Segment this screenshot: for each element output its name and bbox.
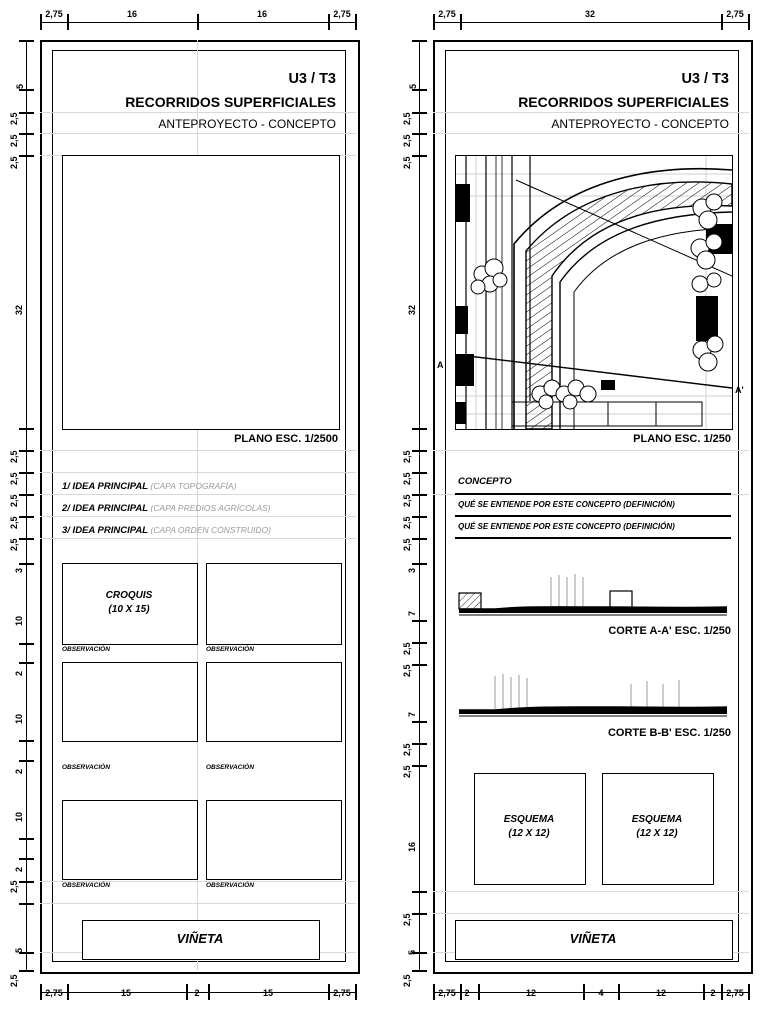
dim-label: 10	[14, 615, 24, 626]
left-title-code: U3 / T3	[288, 71, 336, 87]
observacion-4: OBSERVACIÓN	[206, 764, 254, 771]
dim-tick	[19, 428, 34, 430]
esquema-label-1-line1: ESQUEMA	[503, 814, 555, 825]
dim-label: 2	[464, 988, 470, 998]
concepto-rule-3	[455, 537, 731, 539]
left-title-main: RECORRIDOS SUPERFICIALES	[125, 94, 336, 110]
dim-label: 2,5	[402, 664, 412, 677]
esquema-label-2-line2: (12 X 12)	[636, 828, 678, 839]
dim-tick	[19, 155, 34, 157]
dim-tick	[412, 494, 427, 496]
dim-label: 2,5	[402, 743, 412, 756]
dim-label: 2,5	[402, 450, 412, 463]
idea-item-2	[62, 503, 271, 514]
guide-line	[433, 450, 749, 451]
guide-line	[40, 903, 356, 904]
dim-tick	[412, 155, 427, 157]
dim-label: 12	[525, 988, 536, 998]
observacion-2: OBSERVACIÓN	[206, 646, 254, 653]
observacion-6: OBSERVACIÓN	[206, 882, 254, 889]
dim-tick	[412, 765, 427, 767]
guide-line	[40, 494, 356, 495]
dim-label: 2,75	[726, 988, 744, 998]
dim-label: 2,5	[402, 974, 412, 987]
dim-label: 2,5	[9, 156, 19, 169]
idea-note-1: (CAPA TOPOGRAFÍA)	[150, 481, 237, 491]
dim-label: 2,5	[9, 472, 19, 485]
left-plan-label: PLANO ESC. 1/2500	[234, 433, 338, 445]
corte-b-label: CORTE B-B' ESC. 1/250	[607, 727, 731, 739]
croquis-box-2	[206, 563, 342, 645]
dim-label: 2,5	[402, 494, 412, 507]
croquis-box-5	[62, 800, 198, 880]
dim-tick	[412, 620, 427, 622]
guide-line	[40, 516, 356, 517]
left-vineta-label: VIÑETA	[176, 931, 224, 946]
left-vdim-line	[26, 40, 27, 970]
dim-tick	[19, 112, 34, 114]
dim-tick	[412, 472, 427, 474]
idea-num-1: 1/ IDEA PRINCIPAL	[62, 481, 148, 492]
dim-tick	[19, 970, 34, 972]
guide-line	[40, 133, 356, 134]
guide-line	[433, 112, 749, 113]
dim-label: 5	[15, 83, 25, 89]
dim-label: 2,5	[402, 134, 412, 147]
dim-label: 15	[120, 988, 131, 998]
guide-line	[40, 112, 356, 113]
dim-label: 5	[407, 949, 417, 955]
right-plan-area	[455, 155, 733, 430]
dim-label: 2,5	[9, 494, 19, 507]
dim-label: 4	[598, 988, 604, 998]
left-title-sub: ANTEPROYECTO - CONCEPTO	[158, 117, 336, 131]
dim-tick	[412, 112, 427, 114]
guide-line	[433, 133, 749, 134]
dim-label: 2	[710, 988, 716, 998]
dim-tick	[412, 891, 427, 893]
dim-label: 2,5	[402, 642, 412, 655]
dim-tick	[19, 450, 34, 452]
dim-label: 2	[14, 768, 24, 774]
dim-label: 2,5	[402, 765, 412, 778]
dim-label: 12	[655, 988, 666, 998]
observacion-1: OBSERVACIÓN	[62, 646, 110, 653]
esquema-label-1-line2: (12 X 12)	[508, 828, 550, 839]
dim-label: 3	[14, 567, 24, 573]
guide-line	[40, 450, 356, 451]
concepto-title: CONCEPTO	[458, 476, 512, 487]
idea-note-2: (CAPA PREDIOS AGRÍCOLAS)	[150, 503, 271, 513]
dim-tick	[412, 721, 427, 723]
dim-label: 2,5	[402, 538, 412, 551]
corte-a-label: CORTE A-A' ESC. 1/250	[608, 625, 731, 637]
dim-tick	[412, 428, 427, 430]
dim-label: 2	[194, 988, 200, 998]
dim-tick	[19, 516, 34, 518]
dim-tick	[412, 970, 427, 972]
guide-line	[40, 538, 356, 539]
dim-label: 2,75	[333, 9, 351, 19]
dim-label: 2,5	[9, 450, 19, 463]
dim-tick	[19, 494, 34, 496]
dim-label: 2,75	[45, 9, 63, 19]
croquis-box-3	[62, 662, 198, 742]
dim-label: 16	[407, 841, 417, 852]
dim-label: 7	[407, 610, 417, 616]
dim-label: 2,5	[9, 516, 19, 529]
dim-label: 2,5	[402, 472, 412, 485]
dim-label: 32	[14, 304, 24, 315]
right-title-sub: ANTEPROYECTO - CONCEPTO	[551, 117, 729, 131]
dim-tick	[412, 664, 427, 666]
corte-b-drawing	[455, 664, 731, 721]
right-title-main: RECORRIDOS SUPERFICIALES	[518, 94, 729, 110]
corte-a-drawing	[455, 563, 731, 620]
concepto-rule-1	[455, 493, 731, 495]
right-top-dim-line	[433, 22, 749, 23]
croquis-box-6	[206, 800, 342, 880]
section-mark-a: A	[437, 360, 444, 370]
dim-label: 10	[14, 713, 24, 724]
dim-label: 32	[407, 304, 417, 315]
idea-num-2: 2/ IDEA PRINCIPAL	[62, 503, 148, 514]
dim-label: 2,75	[438, 9, 456, 19]
idea-item-3	[62, 525, 271, 536]
right-vineta-label: VIÑETA	[569, 931, 617, 946]
idea-item-1	[62, 481, 236, 492]
dim-tick	[412, 133, 427, 135]
dim-label: 3	[407, 567, 417, 573]
croquis-label-line1: CROQUIS	[105, 590, 153, 601]
guide-line	[40, 472, 356, 473]
dim-label: 2,75	[45, 988, 63, 998]
definicion-2: QUÉ SE ENTIENDE POR ESTE CONCEPTO (DEFINICIÓN)	[458, 522, 675, 531]
dim-tick	[19, 472, 34, 474]
dim-label: 2,75	[333, 988, 351, 998]
guide-line	[433, 891, 749, 892]
dim-label: 2	[14, 670, 24, 676]
dim-label: 15	[262, 988, 273, 998]
dim-label: 2,5	[402, 913, 412, 926]
dim-label: 10	[14, 811, 24, 822]
dim-label: 2,75	[438, 988, 456, 998]
dim-tick	[412, 743, 427, 745]
dim-tick	[19, 133, 34, 135]
dim-label: 2,5	[402, 516, 412, 529]
croquis-label-line2: (10 X 15)	[108, 604, 150, 615]
dim-label: 2,5	[402, 156, 412, 169]
dim-label: 5	[14, 947, 24, 953]
dim-label: 2,5	[9, 974, 19, 987]
dim-label: 2,5	[9, 112, 19, 125]
dim-label: 16	[126, 9, 137, 19]
dim-label: 2,5	[9, 538, 19, 551]
dim-tick	[19, 881, 34, 883]
croquis-box-4	[206, 662, 342, 742]
dim-label: 7	[407, 711, 417, 717]
dim-tick	[197, 14, 199, 30]
dim-label: 32	[584, 9, 595, 19]
dim-label: 2,75	[726, 9, 744, 19]
dim-tick	[412, 450, 427, 452]
dim-tick	[412, 642, 427, 644]
left-plan-area	[62, 155, 340, 430]
dim-label: 2,5	[9, 134, 19, 147]
dim-tick	[412, 516, 427, 518]
dim-tick	[19, 89, 34, 91]
esquema-label-2-line1: ESQUEMA	[631, 814, 683, 825]
observacion-5: OBSERVACIÓN	[62, 882, 110, 889]
dim-label: 2,5	[9, 880, 19, 893]
dim-label: 5	[408, 83, 418, 89]
concepto-rule-2	[455, 515, 731, 517]
right-vdim-line	[419, 40, 420, 970]
idea-num-3: 3/ IDEA PRINCIPAL	[62, 525, 148, 536]
section-mark-a-prime: A'	[735, 385, 744, 395]
definicion-1: QUÉ SE ENTIENDE POR ESTE CONCEPTO (DEFINICIÓN)	[458, 500, 675, 509]
idea-note-3: (CAPA ORDEN CONSTRUIDO)	[150, 525, 271, 535]
dim-label: 16	[256, 9, 267, 19]
dim-label: 2,5	[402, 112, 412, 125]
site-plan-drawing	[456, 156, 732, 429]
right-plan-label: PLANO ESC. 1/250	[633, 433, 731, 445]
right-title-code: U3 / T3	[681, 71, 729, 87]
guide-line	[433, 913, 749, 914]
dim-label: 2	[14, 866, 24, 872]
dim-tick	[412, 89, 427, 91]
observacion-3: OBSERVACIÓN	[62, 764, 110, 771]
